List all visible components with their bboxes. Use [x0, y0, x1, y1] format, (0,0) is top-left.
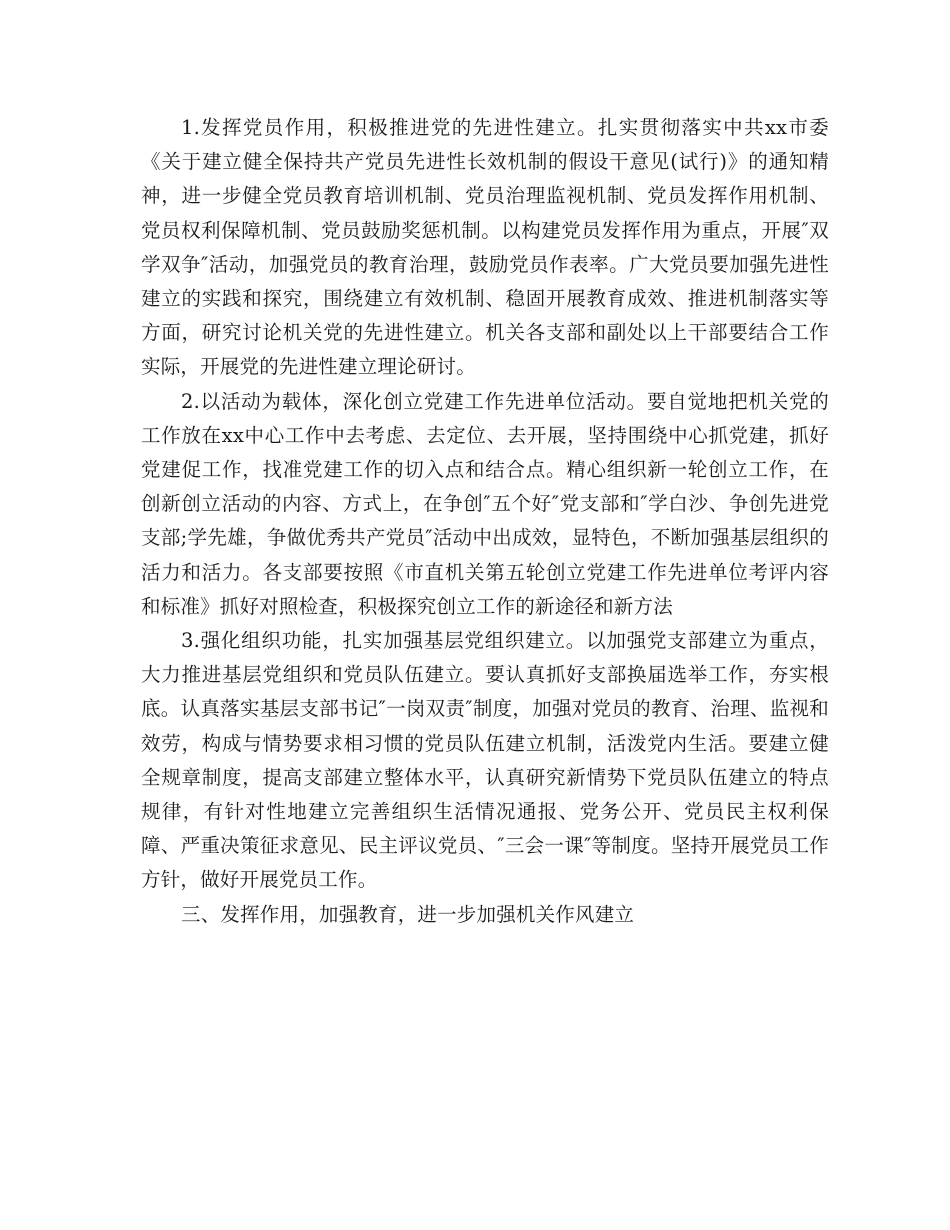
document-body [141, 111, 829, 932]
section-heading: 三、发挥作用，加强教育，进一步加强机关作风建立 [181, 902, 635, 926]
paragraph-1: 1.发挥党员作用，积极推进党的先进性建立。扎实贯彻落实中共xx市委《关于建立健全保持共产党员先进性长效机制的假设干意见(试行)》的通知精神，进一步健全党员教育培训机制、党员治理监视机制、党员发挥作用机制、党员权利保障机制、党员鼓励奖惩机制。以构建党员发挥作用为重点，开展″双学双争″活动，加强党员的教育治理，鼓励党员作表率。广大党员要加强先进性建立的实践和探究，围绕建立有效机制、稳固开展教育成效、推进机制落实等方面，研究讨论机关党的先进性建立。机关各支部和副处以上干部要结合工作实际，开展党的先进性建立理论研讨。 [141, 116, 829, 379]
paragraph-2: 2.以活动为载体，深化创立党建工作先进单位活动。要自觉地把机关党的工作放在xx中心工作中去考虑、去定位、去开展，坚持围绕中心抓党建，抓好党建促工作，找准党建工作的切入点和结合点。精心组织新一轮创立工作，在创新创立活动的内容、方式上，在争创″五个好″党支部和″学白沙、争创先进党支部;学先雄，争做优秀共产党员″活动中出成效，显特色，不断加强基层组织的活力和活力。各支部要按照《市直机关第五轮创立党建工作先进单位考评内容和标准》抓好对照检查，积极探究创立工作的新途径和新方法 [141, 389, 829, 618]
paragraph-3: 3.强化组织功能，扎实加强基层党组织建立。以加强党支部建立为重点，大力推进基层党组织和党员队伍建立。要认真抓好支部换届选举工作，夯实根底。认真落实基层支部书记″一岗双责″制度，加强对党员的教育、治理、监视和效劳，构成与情势要求相习惯的党员队伍建立机制，活泼党内生活。要建立健全规章制度，提高支部建立整体水平，认真研究新情势下党员队伍建立的特点规律，有针对性地建立完善组织生活情况通报、党务公开、党员民主权利保障、严重决策征求意见、民主评议党员、″三会一课″等制度。坚持开展党员工作方针，做好开展党员工作。 [141, 629, 829, 892]
